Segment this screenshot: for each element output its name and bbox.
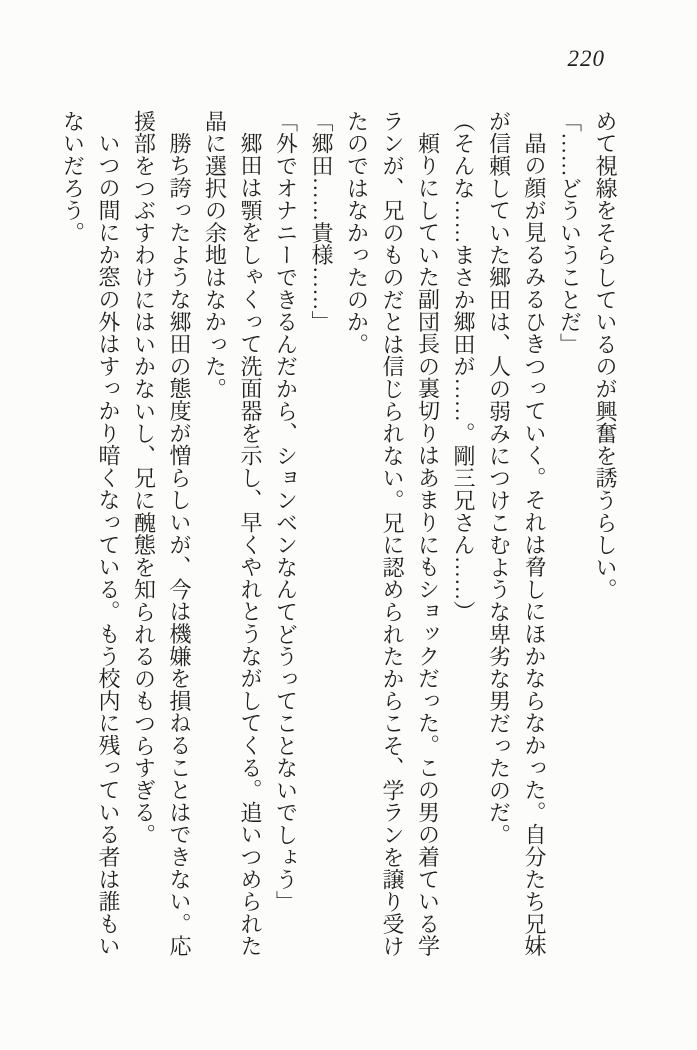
page-number: 220 (567, 46, 605, 71)
paragraph: 晶の顔が見るみるひきつっていく。それは脅しにほかならなかった。自分たち兄妹が信頼していた郷田は、人の弱みにつけこむような卑劣な男だったのだ。 (486, 110, 547, 958)
paragraph: めて視線をそらしているのが興奮を誘うらしい。 (593, 110, 618, 601)
paragraph: 頼りにしていた副団長の裏切りはあまりにもショックだった。この男の着ている学ランが、兄のものだとは信じられない。兄に認められたからこそ、学ランを譲り受けたのではなかったのか。 (344, 110, 441, 958)
paragraph: 「郷田……貴様……」 (309, 110, 334, 333)
body-text (43, 110, 623, 962)
paragraph: いつの間にか窓の外はすっかり暗くなっている。もう校内に残っている者は誰もいないだろう。 (60, 110, 121, 958)
paragraph: 「外でオナニーできるんだから、ションベンなんてどうってことないでしょう」 (273, 110, 299, 913)
paragraph: 「……どういうことだ」 (557, 110, 583, 356)
paragraph: 勝ち誇ったような郷田の態度が憎らしいが、今は機嫌を損ねることはできない。応援部をつぶすわけにはいかないし、兄に醜態を知られるのもつらすぎる。 (131, 110, 192, 958)
paragraph: 郷田は顎をしゃくって洗面器を示し、早くやれとうながしてくる。追いつめられた晶に選択の余地はなかった。 (202, 110, 263, 958)
paragraph: （そんな……まさか郷田が……。剛三兄さん……） (451, 110, 476, 623)
